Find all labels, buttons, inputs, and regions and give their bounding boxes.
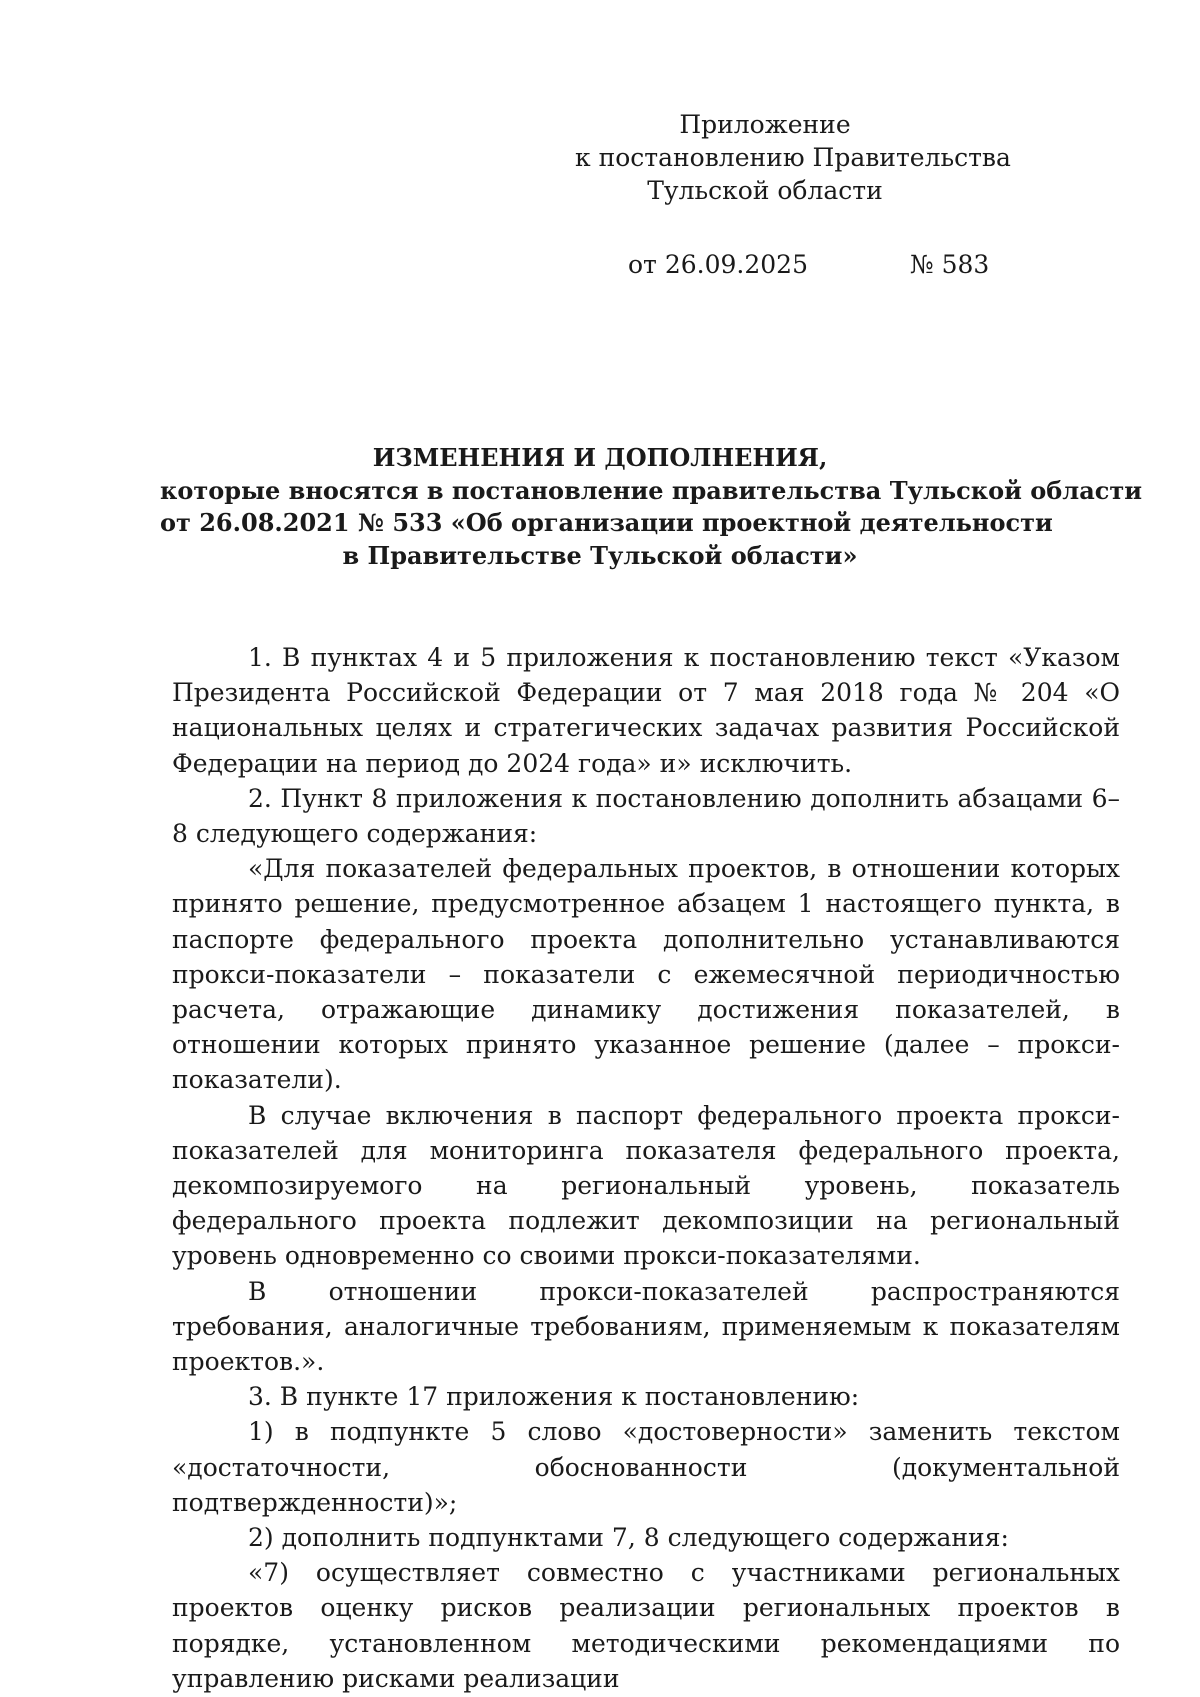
paragraph-8: 2) дополнить подпунктами 7, 8 следующего содержания: [248,1523,1009,1553]
paragraph-5: В отношении прокси-показателей распространяются требования, аналогичные требованиям, применяемым к показателям проектов.». [172,1276,1120,1377]
paragraph-9: «7) осуществляет совместно с участниками региональных проектов оценку рисков реализации региональных проектов в порядке, установленном методическими рекомендациями по управлению рисками реализации [172,1558,1120,1693]
paragraph-7: 1) в подпункте 5 слово «достоверности» заменить текстом «достаточности, обоснованности (документальной подтвержденности)»; [172,1417,1120,1517]
document-body [172,640,1120,1696]
approval-line-3: Тульской области [647,176,883,205]
registration-number: № 583 [910,250,990,279]
approval-stamp [575,108,1011,207]
document-title [160,442,1143,572]
paragraph-2: 2. Пункт 8 приложения к постановлению дополнить абзацами 6–8 следующего содержания: [172,783,1120,849]
approval-line-2: к постановлению Правительства [575,143,1011,172]
title-line-4: в Правительстве Тульской области» [342,540,858,570]
paragraph-3: «Для показателей федеральных проектов, в отношении которых принято решение, предусмотренное абзацем 1 настоящего пункта, в паспорте федерального проекта дополнительно устанавливаются прокси-показатели – показатели с ежемесячной периодичностью расчета, отражающие динамику достижения показателей, в отношении которых принято указанное решение (далее – прокси-показатели). [172,854,1120,1095]
paragraph-6: 3. В пункте 17 приложения к постановлению: [248,1382,860,1412]
paragraph-4: В случае включения в паспорт федерального проекта прокси-показателей для мониторинга показателя федерального проекта, декомпозируемого на региональный уровень, показатель федерального проекта подлежит декомпозиции на региональный уровень одновременно со своими прокси-показателями. [172,1100,1120,1271]
title-line-1: ИЗМЕНЕНИЯ И ДОПОЛНЕНИЯ, [372,443,828,472]
approval-line-1: Приложение [679,110,851,139]
title-line-2: которые вносятся в постановление правительства Тульской области [160,475,1143,505]
title-line-3: от 26.08.2021 № 533 «Об организации проектной деятельности [160,508,1053,537]
paragraph-1: 1. В пунктах 4 и 5 приложения к постановлению текст «Указом Президента Российской Федерации от 7 мая 2018 года № 204 «О национальных целях и стратегических задачах развития Российской Федерации на период до 2024 года» и» исключить. [172,643,1120,778]
registration-date: от 26.09.2025 [628,250,808,279]
